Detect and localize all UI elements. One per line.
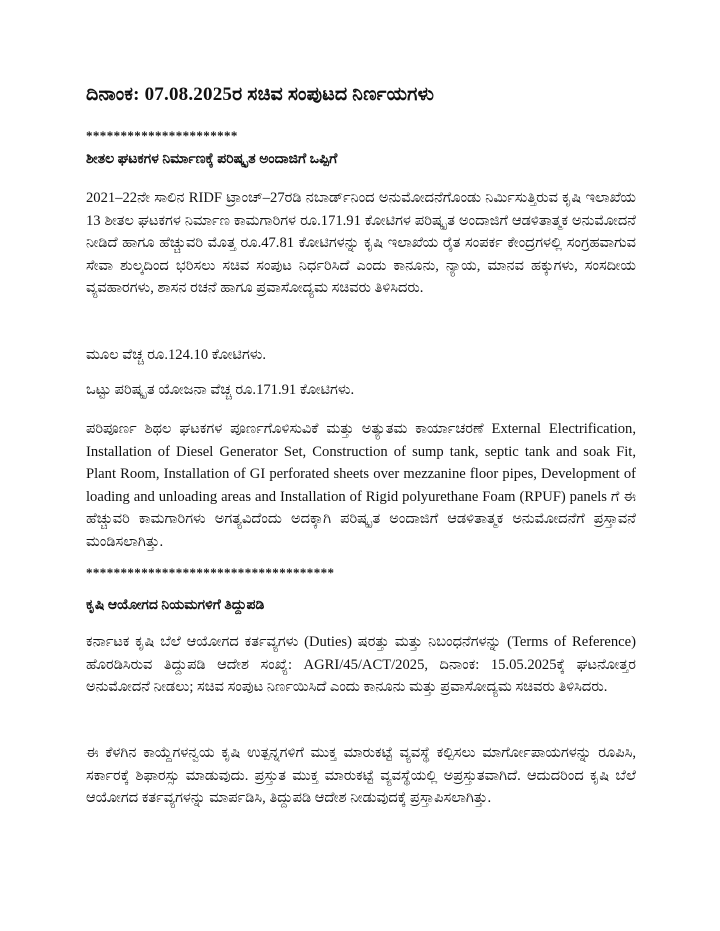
separator-line: ************************************: [86, 565, 335, 580]
section-heading-cold-storage: ಶೀತಲ ಘಟಕಗಳ ನಿರ್ಮಾಣಕ್ಕೆ ಪರಿಷ್ಕೃತ ಅಂದಾಜಿಗೆ ಒಪ್ಪಿಗೆ: [86, 152, 338, 167]
paragraph-cold-storage-decision: 2021–22ನೇ ಸಾಲಿನ RIDF ಟ್ರಾಂಚ್–27ರಡಿ ನಬಾರ್ಡ್‌ನಿಂದ ಅನುಮೋದನೆಗೊಂಡು ನಿರ್ಮಿಸುತ್ತಿರುವ ಕೃಷಿ ಇಲಾಖೆಯ 13 ಶೀತಲ ಘಟಕಗಳ ನಿರ್ಮಾಣ ಕಾಮಗಾರಿಗಳ ರೂ.171.91 ಕೋಟಿಗಳ ಪರಿಷ್ಕೃತ ಅಂದಾಜಿಗೆ ಆಡಳಿತಾತ್ಮಕ ಅನುಮೋದನೆ ನೀಡಿದೆ ಹಾಗೂ ಹೆಚ್ಚುವರಿ ಮೊತ್ತ ರೂ.47.81 ಕೋಟಿಗಳನ್ನು ಕೃಷಿ ಇಲಾಖೆಯ ರೈತ ಸಂಪರ್ಕ ಕೇಂದ್ರಗಳಲ್ಲಿ ಸಂಗ್ರಹವಾಗುವ ಸೇವಾ ಶುಲ್ಕದಿಂದ ಭರಿಸಲು ಸಚಿವ ಸಂಪುಟ ನಿರ್ಧರಿಸಿದೆ ಎಂದು ಕಾನೂನು, ನ್ಯಾಯ, ಮಾನವ ಹಕ್ಕುಗಳು, ಸಂಸದೀಯ ವ್ಯವಹಾರಗಳು, ಶಾಸನ ರಚನೆ ಹಾಗೂ ಪ್ರವಾಸೋದ್ಯಮ ಸಚಿವರು ತಿಳಿಸಿದರು.: [86, 190, 636, 297]
paragraph-free-market: ಈ ಕೆಳಗಿನ ಕಾಯ್ದೆಗಳನ್ವಯ ಕೃಷಿ ಉತ್ಪನ್ನಗಳಿಗೆ ಮುಕ್ತ ಮಾರುಕಟ್ಟೆ ವ್ಯವಸ್ಥೆ ಕಲ್ಪಿಸಲು ಮಾರ್ಗೋಪಾಯಗಳನ್ನು ರೂಪಿಸಿ, ಸರ್ಕಾರಕ್ಕೆ ಶಿಫಾರಸ್ಸು ಮಾಡುವುದು. ಪ್ರಸ್ತುತ ಮುಕ್ತ ಮಾರುಕಟ್ಟೆ ವ್ಯವಸ್ಥೆಯಲ್ಲಿ ಅಪ್ರಸ್ತುತವಾಗಿದೆ. ಆದುದರಿಂದ ಕೃಷಿ ಬೆಲೆ ಆಯೋಗದ ಕರ್ತವ್ಯಗಳನ್ನು ಮಾರ್ಪಡಿಸಿ, ತಿದ್ದುಪಡಿ ಆದೇಶ ನೀಡುವುದಕ್ಕೆ ಪ್ರಸ್ತಾಪಿಸಲಾಗಿತ್ತು.: [86, 745, 636, 807]
paragraph-terms-amendment: ಕರ್ನಾಟಕ ಕೃಷಿ ಬೆಲೆ ಆಯೋಗದ ಕರ್ತವ್ಯಗಳು (Duties) ಷರತ್ತು ಮತ್ತು ನಿಬಂಧನೆಗಳನ್ನು (Terms of Reference) ಹೊರಡಿಸಿರುವ ತಿದ್ದುಪಡಿ ಆದೇಶ ಸಂಖ್ಯೆ: AGRI/45/ACT/2025, ದಿನಾಂಕ: 15.05.2025ಕ್ಕೆ ಘಟನೋತ್ತರ ಅನುಮೋದನೆ ನೀಡಲು; ಸಚಿವ ಸಂಪುಟ ನಿರ್ಣಯಿಸಿದೆ ಎಂದು ಕಾನೂನು ಮತ್ತು ಪ್ರವಾಸೋದ್ಯಮ ಸಚಿವರು ತಿಳಿಸಿದರು.: [86, 634, 636, 696]
page-title: ದಿನಾಂಕ: 07.08.2025ರ ಸಚಿವ ಸಂಪುಟದ ನಿರ್ಣಯಗಳು: [86, 84, 435, 105]
revised-cost-line: ಒಟ್ಟು ಪರಿಷ್ಕೃತ ಯೋಜನಾ ವೆಚ್ಚ ರೂ.171.91 ಕೋಟಿಗಳು.: [86, 382, 355, 398]
original-cost-line: ಮೂಲ ವೆಚ್ಚ ರೂ.124.10 ಕೋಟಿಗಳು.: [86, 347, 267, 363]
separator-line: **********************: [86, 128, 238, 143]
section-heading-agri-commission: ಕೃಷಿ ಆಯೋಗದ ನಿಯಮಗಳಿಗೆ ತಿದ್ದುಪಡಿ: [86, 598, 265, 613]
paragraph-additional-works: ಪರಿಪೂರ್ಣ ಶಿಥಲ ಘಟಕಗಳ ಪೂರ್ಣಗೊಳಿಸುವಿಕೆ ಮತ್ತು ಅತ್ಯುತಮ ಕಾರ್ಯಾಚರಣೆ External Electrification, Installation of Diesel Generator Set, Construction of sump tank, septic tank and soak Fit, Plant Room, Installation of GI perforated sheets over mezzanine floor pipes, Development of loading and unloading areas and Installation of Rigid polyurethane Foam (RPUF) panels ಗೆ ಈ ಹೆಚ್ಚುವರಿ ಕಾಮಗಾರಿಗಳು ಅಗತ್ಯವಿದೆಂದು ಅದಕ್ಕಾಗಿ ಪರಿಷ್ಕೃತ ಅಂದಾಜಿಗೆ ಆಡಳಿತಾತ್ಮಕ ಅನುಮೋದನೆಗೆ ಪ್ರಸ್ತಾವನೆ ಮಂಡಿಸಲಾಗಿತ್ತು.: [86, 421, 636, 550]
